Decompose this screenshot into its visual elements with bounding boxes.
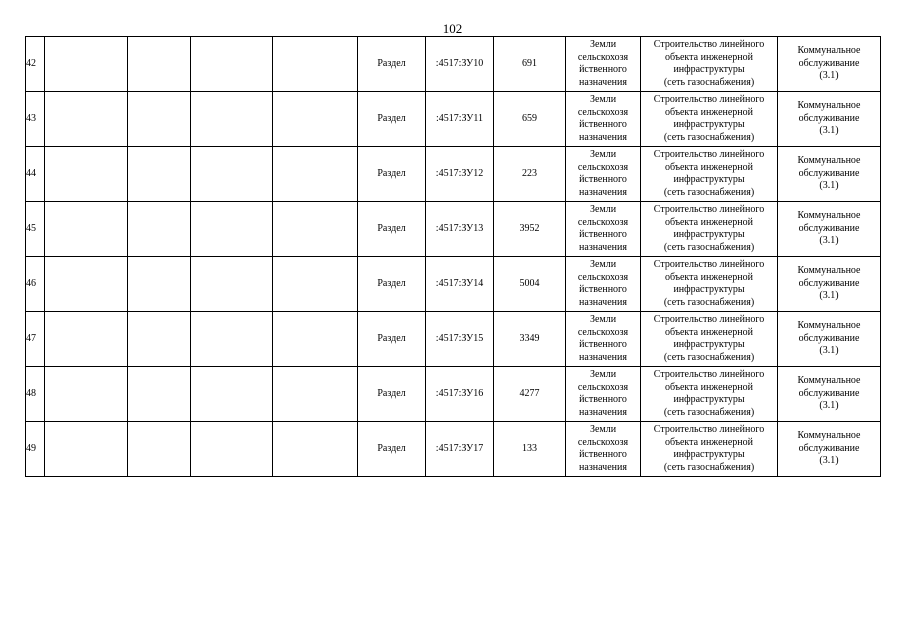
empty-cell <box>128 147 191 202</box>
empty-cell <box>273 92 358 147</box>
permitted-use <box>778 202 881 257</box>
row-number: 48 <box>26 367 45 422</box>
land-use-purpose-line: инфраструктуры <box>673 449 745 460</box>
land-category-line: Земли <box>589 369 617 380</box>
table-row <box>26 367 881 422</box>
cadastral-designation: :4517:ЗУ11 <box>426 92 494 147</box>
empty-cell <box>273 257 358 312</box>
empty-cell <box>45 422 128 477</box>
land-category-line: назначения <box>579 406 627 418</box>
empty-cell <box>45 257 128 312</box>
empty-cell <box>273 147 358 202</box>
permitted-use <box>778 37 881 92</box>
land-use-purpose-line: объекта инженерной <box>664 161 754 173</box>
permitted-use-line: (3.1) <box>819 400 839 412</box>
empty-cell <box>191 257 273 312</box>
permitted-use-line: Коммунальное <box>797 320 861 332</box>
land-use-purpose-line: инфраструктуры <box>673 339 745 350</box>
permitted-use-line: обслуживание <box>798 167 860 179</box>
land-use-purpose-line: инфраструктуры <box>673 229 745 240</box>
plot-area: 5004 <box>494 257 566 312</box>
empty-cell <box>273 202 358 257</box>
permitted-use <box>778 367 881 422</box>
cadastral-designation: :4517:ЗУ10 <box>426 37 494 92</box>
permitted-use <box>778 257 881 312</box>
formation-method: Раздел <box>358 37 426 92</box>
land-use-purpose-line: (сеть газоснабжения) <box>663 351 755 363</box>
cadastral-designation: :4517:ЗУ16 <box>426 367 494 422</box>
land-use-purpose <box>641 312 778 367</box>
land-use-purpose-line: (сеть газоснабжения) <box>663 131 755 143</box>
permitted-use-line: Коммунальное <box>797 265 861 277</box>
empty-cell <box>191 312 273 367</box>
empty-cell <box>191 92 273 147</box>
land-category <box>566 257 641 312</box>
land-category-line: назначения <box>579 296 627 308</box>
land-category-line: Земли <box>589 259 617 270</box>
land-category <box>566 147 641 202</box>
empty-cell <box>45 367 128 422</box>
permitted-use-line: Коммунальное <box>797 100 861 112</box>
permitted-use-line: (3.1) <box>819 235 839 247</box>
land-use-purpose-line: (сеть газоснабжения) <box>663 406 755 418</box>
formation-method: Раздел <box>358 367 426 422</box>
formation-method: Раздел <box>358 422 426 477</box>
permitted-use <box>778 147 881 202</box>
land-use-purpose-line: объекта инженерной <box>664 51 754 63</box>
formation-method: Раздел <box>358 202 426 257</box>
land-category-line: йственного <box>579 394 627 405</box>
permitted-use-line: Коммунальное <box>797 430 861 442</box>
land-use-purpose-line: объекта инженерной <box>664 436 754 448</box>
empty-cell <box>45 37 128 92</box>
land-category-line: Земли <box>589 94 617 105</box>
land-use-purpose <box>641 422 778 477</box>
land-use-purpose-line: (сеть газоснабжения) <box>663 461 755 473</box>
empty-cell <box>273 367 358 422</box>
permitted-use-line: обслуживание <box>798 332 860 344</box>
formation-method: Раздел <box>358 92 426 147</box>
land-category-line: Земли <box>589 39 617 50</box>
permitted-use <box>778 92 881 147</box>
empty-cell <box>128 257 191 312</box>
empty-cell <box>191 147 273 202</box>
empty-cell <box>128 202 191 257</box>
plot-area: 3349 <box>494 312 566 367</box>
land-category <box>566 367 641 422</box>
land-use-purpose-line: Строительство линейного <box>653 259 765 270</box>
row-number: 44 <box>26 147 45 202</box>
permitted-use-line: (3.1) <box>819 180 839 192</box>
empty-cell <box>45 147 128 202</box>
land-category-line: Земли <box>589 424 617 435</box>
permitted-use-line: Коммунальное <box>797 375 861 387</box>
land-use-purpose-line: Строительство линейного <box>653 314 765 325</box>
row-number: 45 <box>26 202 45 257</box>
land-use-purpose-line: инфраструктуры <box>673 119 745 130</box>
land-use-purpose-line: объекта инженерной <box>664 271 754 283</box>
cadastral-designation: :4517:ЗУ17 <box>426 422 494 477</box>
table-row <box>26 257 881 312</box>
permitted-use-line: Коммунальное <box>797 210 861 222</box>
land-category-line: сельскохозя <box>577 436 629 448</box>
land-use-purpose-line: Строительство линейного <box>653 39 765 50</box>
land-category <box>566 92 641 147</box>
cadastral-designation: :4517:ЗУ12 <box>426 147 494 202</box>
land-category <box>566 312 641 367</box>
empty-cell <box>128 37 191 92</box>
cadastral-designation: :4517:ЗУ15 <box>426 312 494 367</box>
empty-cell <box>191 422 273 477</box>
empty-cell <box>45 202 128 257</box>
land-use-purpose-line: объекта инженерной <box>664 381 754 393</box>
land-use-purpose-line: Строительство линейного <box>653 424 765 435</box>
land-use-purpose-line: инфраструктуры <box>673 174 745 185</box>
empty-cell <box>273 312 358 367</box>
land-category-line: назначения <box>579 241 627 253</box>
land-use-purpose-line: Строительство линейного <box>653 149 765 160</box>
land-use-purpose <box>641 92 778 147</box>
land-use-purpose-line: Строительство линейного <box>653 369 765 380</box>
land-use-purpose-line: объекта инженерной <box>664 326 754 338</box>
land-use-purpose <box>641 202 778 257</box>
land-use-purpose-line: Строительство линейного <box>653 204 765 215</box>
land-use-purpose-line: объекта инженерной <box>664 216 754 228</box>
land-use-purpose <box>641 257 778 312</box>
plot-area: 4277 <box>494 367 566 422</box>
land-category-line: сельскохозя <box>577 106 629 118</box>
permitted-use-line: (3.1) <box>819 70 839 82</box>
table-row <box>26 92 881 147</box>
row-number: 47 <box>26 312 45 367</box>
land-category-line: йственного <box>579 339 627 350</box>
empty-cell <box>273 37 358 92</box>
permitted-use-line: обслуживание <box>798 442 860 454</box>
land-use-purpose-line: (сеть газоснабжения) <box>663 76 755 88</box>
permitted-use-line: (3.1) <box>819 125 839 137</box>
land-category-line: сельскохозя <box>577 381 629 393</box>
permitted-use-line: обслуживание <box>798 277 860 289</box>
formation-method: Раздел <box>358 257 426 312</box>
land-category-line: йственного <box>579 174 627 185</box>
permitted-use-line: Коммунальное <box>797 155 861 167</box>
land-use-purpose-line: инфраструктуры <box>673 394 745 405</box>
plot-area: 3952 <box>494 202 566 257</box>
table-row <box>26 312 881 367</box>
land-category-line: йственного <box>579 64 627 75</box>
permitted-use <box>778 312 881 367</box>
land-category-line: Земли <box>589 149 617 160</box>
page-number: 102 <box>442 21 463 36</box>
plot-area: 691 <box>494 37 566 92</box>
permitted-use-line: обслуживание <box>798 112 860 124</box>
empty-cell <box>191 367 273 422</box>
cadastral-designation: :4517:ЗУ14 <box>426 257 494 312</box>
formation-method: Раздел <box>358 312 426 367</box>
empty-cell <box>191 37 273 92</box>
land-category-line: назначения <box>579 351 627 363</box>
plot-area: 133 <box>494 422 566 477</box>
permitted-use-line: (3.1) <box>819 290 839 302</box>
empty-cell <box>45 92 128 147</box>
empty-cell <box>128 312 191 367</box>
land-category-line: Земли <box>589 314 617 325</box>
land-category <box>566 202 641 257</box>
land-category-line: сельскохозя <box>577 271 629 283</box>
land-category <box>566 422 641 477</box>
permitted-use-line: (3.1) <box>819 455 839 467</box>
land-category-line: сельскохозя <box>577 216 629 228</box>
empty-cell <box>191 202 273 257</box>
land-category-line: йственного <box>579 229 627 240</box>
land-use-purpose <box>641 367 778 422</box>
row-number: 42 <box>26 37 45 92</box>
row-number: 49 <box>26 422 45 477</box>
empty-cell <box>128 367 191 422</box>
land-use-purpose-line: инфраструктуры <box>673 64 745 75</box>
land-category-line: сельскохозя <box>577 161 629 173</box>
row-number: 46 <box>26 257 45 312</box>
permitted-use-line: Коммунальное <box>797 45 861 57</box>
cadastral-designation: :4517:ЗУ13 <box>426 202 494 257</box>
land-category-line: сельскохозя <box>577 51 629 63</box>
permitted-use-line: обслуживание <box>798 57 860 69</box>
table-row <box>26 37 881 92</box>
land-category-line: назначения <box>579 461 627 473</box>
empty-cell <box>128 422 191 477</box>
table-row <box>26 147 881 202</box>
land-category-line: назначения <box>579 131 627 143</box>
land-category-line: Земли <box>589 204 617 215</box>
permitted-use <box>778 422 881 477</box>
land-category-line: назначения <box>579 76 627 88</box>
land-use-purpose-line: объекта инженерной <box>664 106 754 118</box>
permitted-use-line: (3.1) <box>819 345 839 357</box>
land-use-purpose-line: (сеть газоснабжения) <box>663 296 755 308</box>
land-category-line: йственного <box>579 119 627 130</box>
land-use-purpose-line: (сеть газоснабжения) <box>663 241 755 253</box>
land-use-purpose <box>641 37 778 92</box>
empty-cell <box>273 422 358 477</box>
land-category-line: йственного <box>579 449 627 460</box>
empty-cell <box>45 312 128 367</box>
land-category <box>566 37 641 92</box>
land-category-line: сельскохозя <box>577 326 629 338</box>
permitted-use-line: обслуживание <box>798 387 860 399</box>
land-category-line: назначения <box>579 186 627 198</box>
land-category-line: йственного <box>579 284 627 295</box>
land-plots-table <box>25 36 881 477</box>
land-use-purpose-line: (сеть газоснабжения) <box>663 186 755 198</box>
land-use-purpose <box>641 147 778 202</box>
table-row <box>26 422 881 477</box>
land-use-purpose-line: инфраструктуры <box>673 284 745 295</box>
permitted-use-line: обслуживание <box>798 222 860 234</box>
empty-cell <box>128 92 191 147</box>
plot-area: 223 <box>494 147 566 202</box>
plot-area: 659 <box>494 92 566 147</box>
row-number: 43 <box>26 92 45 147</box>
land-use-purpose-line: Строительство линейного <box>653 94 765 105</box>
formation-method: Раздел <box>358 147 426 202</box>
table-row <box>26 202 881 257</box>
